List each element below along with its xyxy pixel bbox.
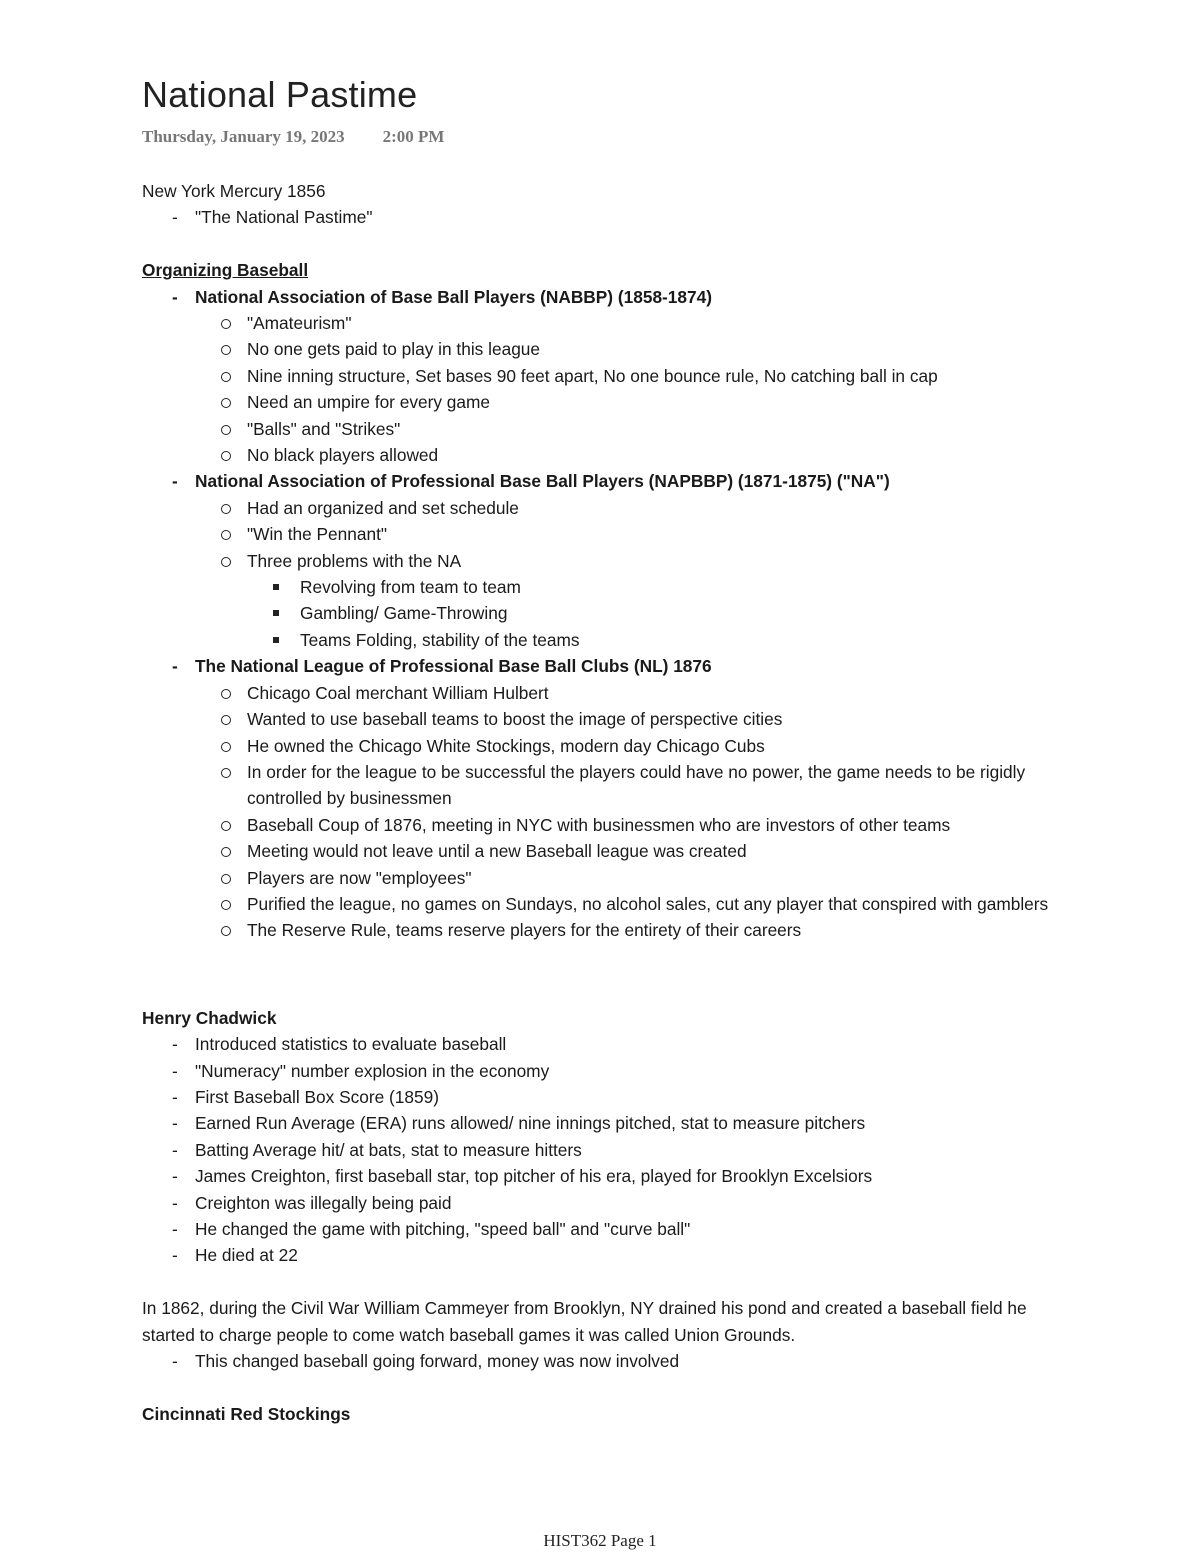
list-item: Had an organized and set schedule bbox=[142, 495, 1072, 521]
circle-bullet-icon bbox=[221, 425, 231, 435]
page-title: National Pastime bbox=[142, 74, 418, 115]
dash-bullet-icon: - bbox=[172, 1245, 178, 1266]
circle-bullet-icon bbox=[221, 900, 231, 910]
list-item: - Introduced statistics to evaluate baseball bbox=[142, 1031, 1072, 1057]
list-item: - Batting Average hit/ at bats, stat to measure hitters bbox=[142, 1137, 1072, 1163]
list-item: Teams Folding, stability of the teams bbox=[142, 627, 1072, 653]
dash-bullet-icon: - bbox=[172, 1139, 178, 1160]
circle-bullet-icon bbox=[221, 345, 231, 355]
list-item: Need an umpire for every game bbox=[142, 389, 1072, 415]
dash-bullet-icon: - bbox=[172, 1351, 178, 1372]
note-body bbox=[142, 178, 1072, 1427]
circle-bullet-icon bbox=[221, 504, 231, 514]
square-bullet-icon bbox=[273, 637, 279, 643]
list-item: - "The National Pastime" bbox=[142, 204, 1072, 230]
section-heading-cincinnati-red-stockings: Cincinnati Red Stockings bbox=[142, 1403, 351, 1424]
list-item: Baseball Coup of 1876, meeting in NYC with businessmen who are investors of other teams bbox=[142, 812, 1072, 838]
list-item: "Balls" and "Strikes" bbox=[142, 416, 1072, 442]
circle-bullet-icon bbox=[221, 372, 231, 382]
list-item-napbbp: - National Association of Professional Base Ball Players (NAPBBP) (1871-1875) ("NA") bbox=[142, 468, 1072, 494]
list-item: Three problems with the NA bbox=[142, 548, 1072, 574]
dash-bullet-icon: - bbox=[172, 1166, 178, 1187]
page-date: Thursday, January 19, 2023 bbox=[142, 127, 345, 146]
list-item: - First Baseball Box Score (1859) bbox=[142, 1084, 1072, 1110]
circle-bullet-icon bbox=[221, 530, 231, 540]
dash-bullet-icon: - bbox=[172, 207, 178, 228]
section-heading-henry-chadwick: Henry Chadwick bbox=[142, 1007, 277, 1028]
circle-bullet-icon bbox=[221, 926, 231, 936]
list-item: Meeting would not leave until a new Baseball league was created bbox=[142, 838, 1072, 864]
list-item: In order for the league to be successful the players could have no power, the game needs to be rigidly controlled by businessmen bbox=[142, 759, 1072, 812]
list-item-national-league: - The National League of Professional Base Ball Clubs (NL) 1876 bbox=[142, 653, 1072, 679]
square-bullet-icon bbox=[273, 610, 279, 616]
list-item: - Creighton was illegally being paid bbox=[142, 1190, 1072, 1216]
list-item: No one gets paid to play in this league bbox=[142, 336, 1072, 362]
dash-bullet-icon: - bbox=[172, 1086, 178, 1107]
list-item: - James Creighton, first baseball star, top pitcher of his era, played for Brooklyn Excelsiors bbox=[142, 1163, 1072, 1189]
list-item: Gambling/ Game-Throwing bbox=[142, 600, 1072, 626]
dash-bullet-icon: - bbox=[172, 1034, 178, 1055]
list-item: Purified the league, no games on Sundays, no alcohol sales, cut any player that conspired with gamblers bbox=[142, 891, 1072, 917]
circle-bullet-icon bbox=[221, 557, 231, 567]
list-item: - This changed baseball going forward, money was now involved bbox=[142, 1348, 1072, 1374]
list-item: "Win the Pennant" bbox=[142, 521, 1072, 547]
dash-bullet-icon: - bbox=[172, 286, 178, 307]
list-item: Nine inning structure, Set bases 90 feet apart, No one bounce rule, No catching ball in cap bbox=[142, 363, 1072, 389]
list-item: Chicago Coal merchant William Hulbert bbox=[142, 680, 1072, 706]
circle-bullet-icon bbox=[221, 768, 231, 778]
dash-bullet-icon: - bbox=[172, 1060, 178, 1081]
list-item-nabbp: - National Association of Base Ball Players (NABBP) (1858-1874) bbox=[142, 284, 1072, 310]
circle-bullet-icon bbox=[221, 451, 231, 461]
list-item: He owned the Chicago White Stockings, modern day Chicago Cubs bbox=[142, 733, 1072, 759]
circle-bullet-icon bbox=[221, 821, 231, 831]
page-time: 2:00 PM bbox=[382, 127, 445, 146]
list-item: Wanted to use baseball teams to boost the image of perspective cities bbox=[142, 706, 1072, 732]
circle-bullet-icon bbox=[221, 742, 231, 752]
circle-bullet-icon bbox=[221, 874, 231, 884]
circle-bullet-icon bbox=[221, 319, 231, 329]
page-date-time bbox=[142, 127, 444, 147]
page-footer: HIST362 Page 1 bbox=[543, 1531, 657, 1550]
list-item: - He changed the game with pitching, "speed ball" and "curve ball" bbox=[142, 1216, 1072, 1242]
square-bullet-icon bbox=[273, 584, 279, 590]
list-item: - He died at 22 bbox=[142, 1242, 1072, 1268]
dash-bullet-icon: - bbox=[172, 656, 178, 677]
union-grounds-paragraph: In 1862, during the Civil War William Cammeyer from Brooklyn, NY drained his pond and created a baseball field he started to charge people to come watch baseball games it was called Union Grounds. bbox=[142, 1298, 1027, 1345]
list-item: "Amateurism" bbox=[142, 310, 1072, 336]
circle-bullet-icon bbox=[221, 847, 231, 857]
dash-bullet-icon: - bbox=[172, 1113, 178, 1134]
section-heading-organizing-baseball: Organizing Baseball bbox=[142, 260, 309, 281]
circle-bullet-icon bbox=[221, 689, 231, 699]
list-item: Revolving from team to team bbox=[142, 574, 1072, 600]
circle-bullet-icon bbox=[221, 398, 231, 408]
list-item: Players are now "employees" bbox=[142, 865, 1072, 891]
list-item: - Earned Run Average (ERA) runs allowed/ nine innings pitched, stat to measure pitchers bbox=[142, 1110, 1072, 1136]
dash-bullet-icon: - bbox=[172, 471, 178, 492]
list-item: The Reserve Rule, teams reserve players for the entirety of their careers bbox=[142, 917, 1072, 943]
list-item: No black players allowed bbox=[142, 442, 1072, 468]
dash-bullet-icon: - bbox=[172, 1219, 178, 1240]
circle-bullet-icon bbox=[221, 715, 231, 725]
section-heading-new-york-mercury: New York Mercury 1856 bbox=[142, 181, 326, 201]
list-item: - "Numeracy" number explosion in the economy bbox=[142, 1058, 1072, 1084]
dash-bullet-icon: - bbox=[172, 1192, 178, 1213]
